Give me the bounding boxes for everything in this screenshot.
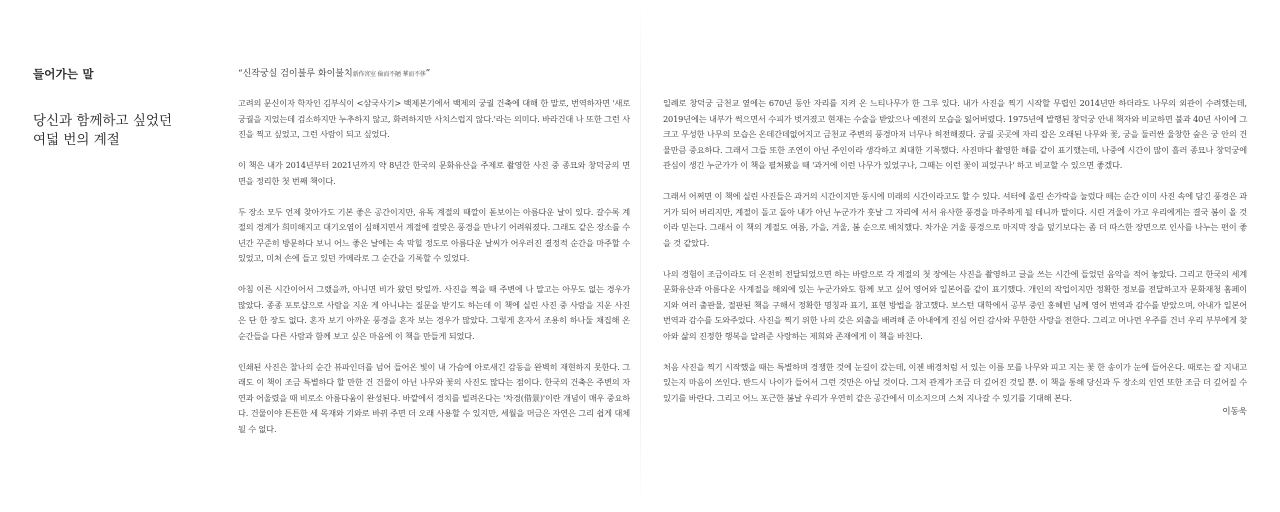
body-paragraph: 두 장소 모두 언제 찾아가도 기본 좋은 공간이지만, 유독 계절의 때깔이 돋보이는 아름다운 날이 있다. 갈수록 계절의 경계가 희미해지고 대기오염이 심해지면서 계절에 걸맞은 풍경을 만나기 어려워졌다. 그래도 같은 장소를 수년간 꾸준히 방문하다 보니 어느 좋은 날에는 속 막힐 정도로 아름다운 날씨가 어우러진 결정적 순간을 마주할 수 있었고, 미쳐 손에 들고 있던 카메라로 그 순간을 기록할 수 있었다. xyxy=(238,206,630,263)
chapter-title-line-2: 여덟 번의 계절 xyxy=(33,132,120,148)
body-paragraph: 인쇄된 사진은 찰나의 순간 뷰파인더를 넘어 들어온 빛이 내 가슴에 아로새긴 감동을 완벽히 재현하지 못한다. 그래도 이 책이 조금 특별하다 할 만한 건 건물이 아닌 나무와 꽃의 사진도 많다는 점이다. 한국의 건축은 주변의 자연과 어울렸을 때 비로소 아름다움이 완성된다. 바깥에서 경치를 빌려온다는 '차경(借景)'이란 개념이 매우 중요하다. 건물이야 튼튼한 세 목재와 기와로 바뀌 주면 더 오래 사용할 수 있지만, 세월을 머금은 자연은 그리 쉽게 대체될 수 없다. xyxy=(238,361,630,434)
right-page-body xyxy=(663,96,1247,422)
author-signature: 이동욱 xyxy=(1222,407,1247,417)
section-label: 들어가는 말 xyxy=(33,67,94,81)
body-paragraph: 그래서 어쩌면 이 책에 실린 사진들은 과거의 시간이지만 동시에 미래의 시간이라고도 할 수 있다. 셔터에 올린 손가락을 눌렀다 떼는 순간 이미 사진 속에 담긴 풍경은 과거가 되어 버리지만, 계절이 돌고 돌아 내가 아닌 누군가가 훗날 그 자리에 서서 유사한 풍경을 마주하게 될 테니까 말이다. 시린 겨울이 가고 우리에게는 결국 봄이 올 것이라 믿는다. 그래서 이 책의 계절도 여름, 가을, 겨울, 봄 순으로 배치했다. 차가운 겨울 풍경으로 마지막 장을 덮기보다는 좀 더 따스한 장면으로 인사를 나누는 편이 좋을 것 같았다. xyxy=(663,191,1247,248)
body-paragraph: 아침 이른 시간이어서 그랬을까, 아니면 비가 왔던 탓일까. 사진을 찍을 때 주변에 나 말고는 아무도 없는 경우가 많았다. 종종 포토샵으로 사람을 지운 게 아니냐는 질문을 받기도 하는데 이 책에 실린 사진 중 사람을 지운 사진은 단 한 장도 없다. 혼자 보기 아까운 풍경을 혼자 보는 경우가 많았다. 그렇게 혼자서 조용히 하나둘 채집해 온 순간들을 다른 사람과 함께 보고 싶은 마음에 이 책을 만들게 되었다. xyxy=(238,284,630,341)
body-paragraph: 일례로 창덕궁 금천교 옆에는 670년 동안 자리를 지켜 온 느티나무가 한 그루 있다. 내가 사진을 찍기 시작할 무렵인 2014년만 하더라도 나무의 외관이 수려했는데, 2019년에는 내부가 썩으면서 수피가 벗겨졌고 현재는 수술을 받았으나 예전의 모습을 잃어버렸다. 1975년에 발행된 창덕궁 안내 책자와 비교하면 불과 40년 사이에 그 크고 무성한 나무의 모습은 온데간데없어지고 금천교 주변의 풍경마저 너무나 허전해졌다. 궁궐 곳곳에 자리 잡은 오래된 나무와 꽃, 궁을 둘러싼 울창한 숲은 궁 안의 건물만큼 중요하다. 그래서 그들 또한 조연이 아닌 주인이라 생각하고 최대한 기록했다. 사진마다 촬영한 해를 같이 표기했는데, 나중에 시간이 많이 흘러 종묘나 창덕궁에 관심이 생긴 누군가가 이 책을 펼쳐봤을 때 '과거에 이런 나무가 있었구나, 그때는 이런 꽃이 피었구나' 하고 비교할 수 있으면 좋겠다. xyxy=(663,98,1247,170)
page-gutter xyxy=(640,0,641,512)
epigraph xyxy=(238,66,628,79)
body-paragraph: 나의 경험이 조금이라도 더 온전히 전달되었으면 하는 바람으로 각 계절의 첫 장에는 사진을 촬영하고 글을 쓰는 시간에 들었던 음악을 적어 놓았다. 그리고 한국의 세계문화유산과 아름다운 사계절을 해외에 있는 누군가와도 함께 보고 싶어 영어와 일본어를 같이 표기했다. 개인의 작업이지만 정확한 정보를 전달하고자 문화재청 홈페이지와 여러 출판물, 절판된 책을 구해서 정확한 명칭과 표기, 표현 방법을 참고했다. 보스턴 대학에서 공부 중인 홍혜빈 님께 영어 번역과 감수를 받았으며, 아내가 일본어 번역과 감수를 도와주었다. 사진을 찍기 위한 나의 갖은 외출을 배려해 준 아내에게 진심 어린 감사와 무한한 사랑을 전한다. 그리고 머나먼 우주를 건너 우리 부부에게 찾아와 삶의 진정한 행복을 알려준 사랑하는 제희와 존재에게 이 책을 바친다. xyxy=(663,268,1247,341)
epigraph-quote: “신작궁실 검이불루 화이불치 xyxy=(238,69,353,79)
chapter-title xyxy=(33,112,203,150)
body-paragraph: 처음 사진을 찍기 시작했을 때는 특별하며 경쟁한 것에 눈길이 갔는데, 이젠 배경처럼 서 있는 이름 모를 나무와 피고 지는 꽃 한 송이가 눈에 들어온다. 때로는 잘 지내고 있는지 마음이 쓰인다. 반드시 나이가 들어서 그런 것만은 아닐 것이다. 그저 관계가 조금 더 깊어진 것일 뿐. 이 책을 통해 당신과 두 장소의 인연 또한 조금 더 깊어질 수 있기를 바란다. 그리고 어느 포근한 봄날 우리가 우연히 같은 공간에서 미소지으며 스쳐 지나갈 수 있기를 기대해 본다. xyxy=(663,361,1247,403)
body-paragraph: 고려의 문신이자 학자인 김부식이 <삼국사기> 백제본기에서 백제의 궁궐 건축에 대해 한 말로, 번역하자면 '새로 궁궐을 지었는데 검소하지만 누추하지 않고, 화려하지만 사치스럽지 않다.'라는 의미다. 바라건대 나 또한 그런 사진을 찍고 싶었고, 그런 사람이 되고 싶었다. xyxy=(238,98,630,139)
epigraph-close: ” xyxy=(425,69,431,79)
body-paragraph: 이 책은 내가 2014년부터 2021년까지 약 8년간 한국의 문화유산을 주제로 촬영한 사진 중 종묘와 창덕궁의 면면을 정리한 첫 번째 책이다. xyxy=(238,160,630,186)
chapter-title-line-1: 당신과 함께하고 싶었던 xyxy=(33,113,172,129)
left-page-body xyxy=(238,96,630,453)
epigraph-hanja: 新作宮室 儉而不陋 華而不侈 xyxy=(352,71,426,78)
